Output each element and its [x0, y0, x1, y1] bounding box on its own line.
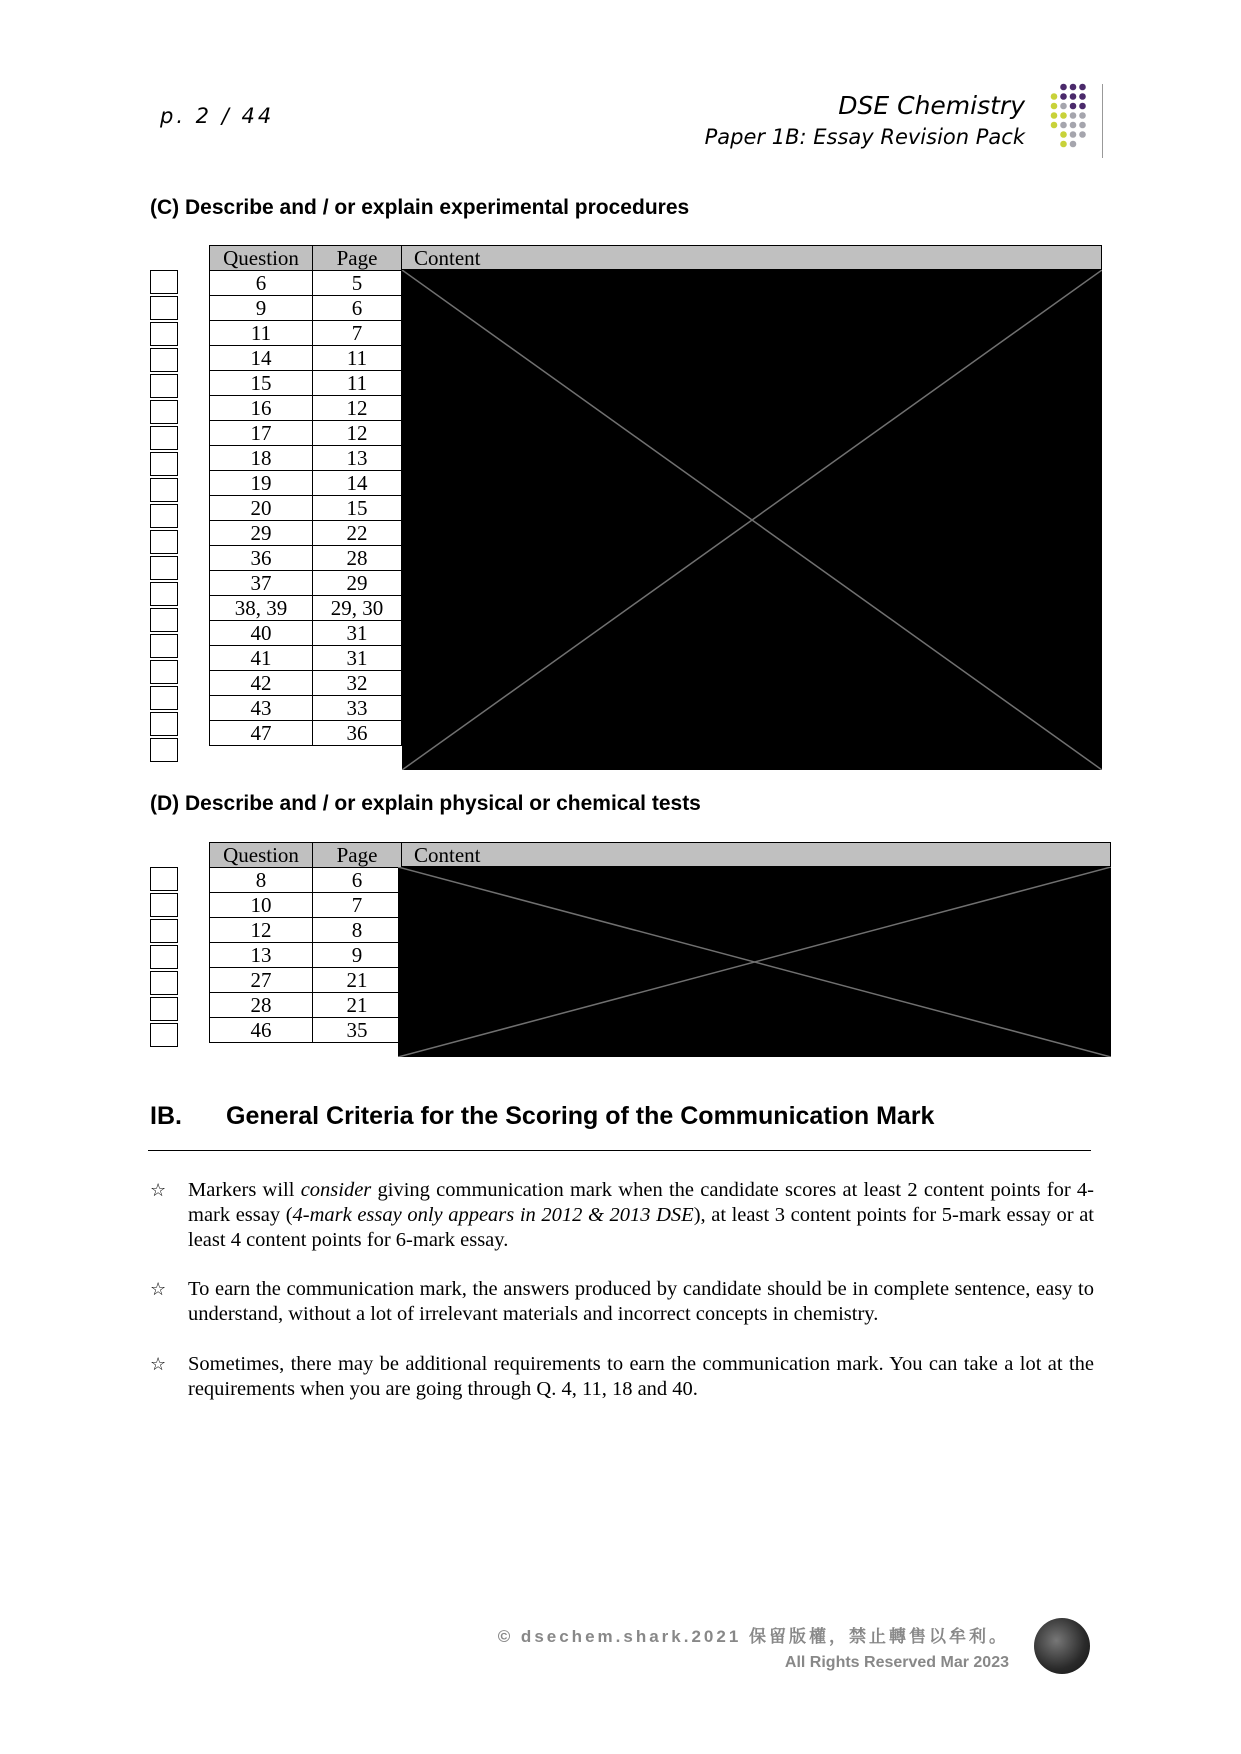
question-number-cell: 14: [210, 346, 313, 371]
star-bullet-icon: ☆: [150, 1354, 167, 1375]
question-number-cell: 46: [210, 1018, 313, 1043]
section-ib-title: General Criteria for the Scoring of the Communication Mark: [226, 1102, 935, 1130]
question-number-cell: 20: [210, 496, 313, 521]
page-number-cell: 21: [313, 993, 402, 1018]
column-header-page: Page: [313, 843, 402, 868]
table-row: [210, 721, 402, 746]
tick-checkbox[interactable]: [150, 582, 178, 606]
table-row: [210, 696, 402, 721]
criteria-bullet: ☆ To earn the communication mark, the answers produced by candidate should be in complete sentence, easy to understand, without a lot of irrelevant materials and incorrect concepts in chemistry.: [150, 1278, 1094, 1325]
table-row: [210, 471, 402, 496]
table-row: [210, 621, 402, 646]
table-row: [210, 321, 402, 346]
star-bullet-icon: ☆: [150, 1279, 167, 1300]
table-row: [210, 646, 402, 671]
table-row: [210, 421, 402, 446]
page-number-cell: 7: [313, 893, 402, 918]
page-number-cell: 31: [313, 621, 402, 646]
page-number-cell: 7: [313, 321, 402, 346]
document-title: DSE Chemistry: [838, 91, 1025, 120]
section-d-heading: (D) Describe and / or explain physical or chemical tests: [150, 792, 701, 815]
page-number-cell: 5: [313, 271, 402, 296]
page-number-cell: 14: [313, 471, 402, 496]
tick-checkbox[interactable]: [150, 322, 178, 346]
section-d-content-header: Content: [402, 842, 1111, 867]
table-row: [210, 596, 402, 621]
question-number-cell: 18: [210, 446, 313, 471]
question-number-cell: 36: [210, 546, 313, 571]
table-row: [210, 1018, 402, 1043]
question-number-cell: 29: [210, 521, 313, 546]
page-number-cell: 29, 30: [313, 596, 402, 621]
section-d-redacted-content: [398, 867, 1111, 1057]
tick-checkbox[interactable]: [150, 919, 178, 943]
page-number-cell: 15: [313, 496, 402, 521]
question-number-cell: 28: [210, 993, 313, 1018]
question-number-cell: 11: [210, 321, 313, 346]
page-number-cell: 32: [313, 671, 402, 696]
page-number-cell: 28: [313, 546, 402, 571]
page-number: p. 2 / 44: [160, 104, 275, 128]
tick-checkbox[interactable]: [150, 478, 178, 502]
tick-checkbox[interactable]: [150, 530, 178, 554]
document-subtitle: Paper 1B: Essay Revision Pack: [704, 125, 1025, 149]
table-row: [210, 271, 402, 296]
question-number-cell: 27: [210, 968, 313, 993]
page-number-cell: 6: [313, 868, 402, 893]
page-number-cell: 21: [313, 968, 402, 993]
question-number-cell: 41: [210, 646, 313, 671]
question-number-cell: 12: [210, 918, 313, 943]
section-c-content-header: Content: [402, 245, 1102, 270]
tick-checkbox[interactable]: [150, 426, 178, 450]
page-number-cell: 13: [313, 446, 402, 471]
redaction-cross-icon: [398, 867, 1111, 1057]
tick-checkbox[interactable]: [150, 893, 178, 917]
tick-checkbox[interactable]: [150, 1023, 178, 1047]
question-number-cell: 42: [210, 671, 313, 696]
column-header-page: Page: [313, 246, 402, 271]
question-number-cell: 47: [210, 721, 313, 746]
page-number-cell: 12: [313, 396, 402, 421]
page-number-cell: 6: [313, 296, 402, 321]
tick-checkbox[interactable]: [150, 348, 178, 372]
section-ib-number: IB.: [150, 1102, 182, 1130]
tick-checkbox[interactable]: [150, 400, 178, 424]
section-c-heading: (C) Describe and / or explain experimental procedures: [150, 196, 690, 219]
tick-checkbox[interactable]: [150, 296, 178, 320]
table-row: [210, 546, 402, 571]
star-bullet-icon: ☆: [150, 1180, 167, 1201]
section-ib-heading: [150, 1102, 934, 1131]
table-row: [210, 893, 402, 918]
tick-checkbox[interactable]: [150, 556, 178, 580]
tick-checkbox[interactable]: [150, 452, 178, 476]
criteria-bullet: ☆ Markers will consider giving communication mark when the candidate scores at least 2 content points for 4-mark essay (4-mark essay only appears in 2012 & 2013 DSE), at least 3 content points for 5-mark essay or at least 4 content points for 6-mark essay.: [150, 1179, 1094, 1251]
tick-checkbox[interactable]: [150, 608, 178, 632]
table-row: [210, 371, 402, 396]
question-number-cell: 9: [210, 296, 313, 321]
question-number-cell: 19: [210, 471, 313, 496]
question-number-cell: 15: [210, 371, 313, 396]
tick-checkbox[interactable]: [150, 634, 178, 658]
table-row: [210, 918, 402, 943]
question-number-cell: 8: [210, 868, 313, 893]
footer-copyright-line: © dsechem.shark.2021 保留版權，禁止轉售以牟利。: [497, 1627, 1009, 1646]
page-number-cell: 29: [313, 571, 402, 596]
section-c-redacted-content: [402, 270, 1102, 770]
table-row: [210, 943, 402, 968]
table-row: [210, 396, 402, 421]
criteria-bullet: ☆ Sometimes, there may be additional requirements to earn the communication mark. You can take a lot at the requirements when you are going through Q. 4, 11, 18 and 40.: [150, 1353, 1094, 1400]
tick-checkbox[interactable]: [150, 660, 178, 684]
redaction-cross-icon: [402, 270, 1102, 770]
page-number-cell: 22: [313, 521, 402, 546]
tick-checkbox[interactable]: [150, 374, 178, 398]
tick-checkbox[interactable]: [150, 504, 178, 528]
column-header-question: Question: [210, 246, 313, 271]
page-number-cell: 12: [313, 421, 402, 446]
question-number-cell: 43: [210, 696, 313, 721]
section-c-table: [209, 245, 402, 746]
table-row: [210, 671, 402, 696]
page-number-cell: 9: [313, 943, 402, 968]
document-title-block: [705, 90, 1025, 152]
column-header-question: Question: [210, 843, 313, 868]
page-number-cell: 36: [313, 721, 402, 746]
table-row: [210, 968, 402, 993]
table-row: [210, 446, 402, 471]
table-row: [210, 571, 402, 596]
question-number-cell: 40: [210, 621, 313, 646]
page-number-cell: 31: [313, 646, 402, 671]
table-row: [210, 993, 402, 1018]
dot-grid-logo-icon: [1049, 82, 1089, 150]
question-number-cell: 6: [210, 271, 313, 296]
table-row: [210, 296, 402, 321]
page-number-cell: 11: [313, 346, 402, 371]
question-number-cell: 38, 39: [210, 596, 313, 621]
page-number-cell: 8: [313, 918, 402, 943]
page-number-cell: 11: [313, 371, 402, 396]
section-ib-divider: [148, 1150, 1091, 1151]
tick-checkbox[interactable]: [150, 867, 178, 891]
table-row: [210, 868, 402, 893]
section-d-table: [209, 842, 402, 1043]
table-row: [210, 346, 402, 371]
question-number-cell: 10: [210, 893, 313, 918]
tick-checkbox[interactable]: [150, 712, 178, 736]
question-number-cell: 13: [210, 943, 313, 968]
tick-checkbox[interactable]: [150, 270, 178, 294]
question-number-cell: 37: [210, 571, 313, 596]
page-number-cell: 33: [313, 696, 402, 721]
shark-logo-icon: [1034, 1618, 1090, 1674]
tick-checkbox[interactable]: [150, 738, 178, 762]
tick-checkbox[interactable]: [150, 971, 178, 995]
tick-checkbox[interactable]: [150, 997, 178, 1021]
question-number-cell: 17: [210, 421, 313, 446]
table-row: [210, 521, 402, 546]
tick-checkbox[interactable]: [150, 945, 178, 969]
footer-copyright: [498, 1624, 1009, 1676]
header-divider: [1102, 84, 1103, 158]
footer-rights-line: All Rights Reserved Mar 2023: [784, 1654, 1009, 1671]
question-number-cell: 16: [210, 396, 313, 421]
page-number-cell: 35: [313, 1018, 402, 1043]
table-row: [210, 496, 402, 521]
tick-checkbox[interactable]: [150, 686, 178, 710]
